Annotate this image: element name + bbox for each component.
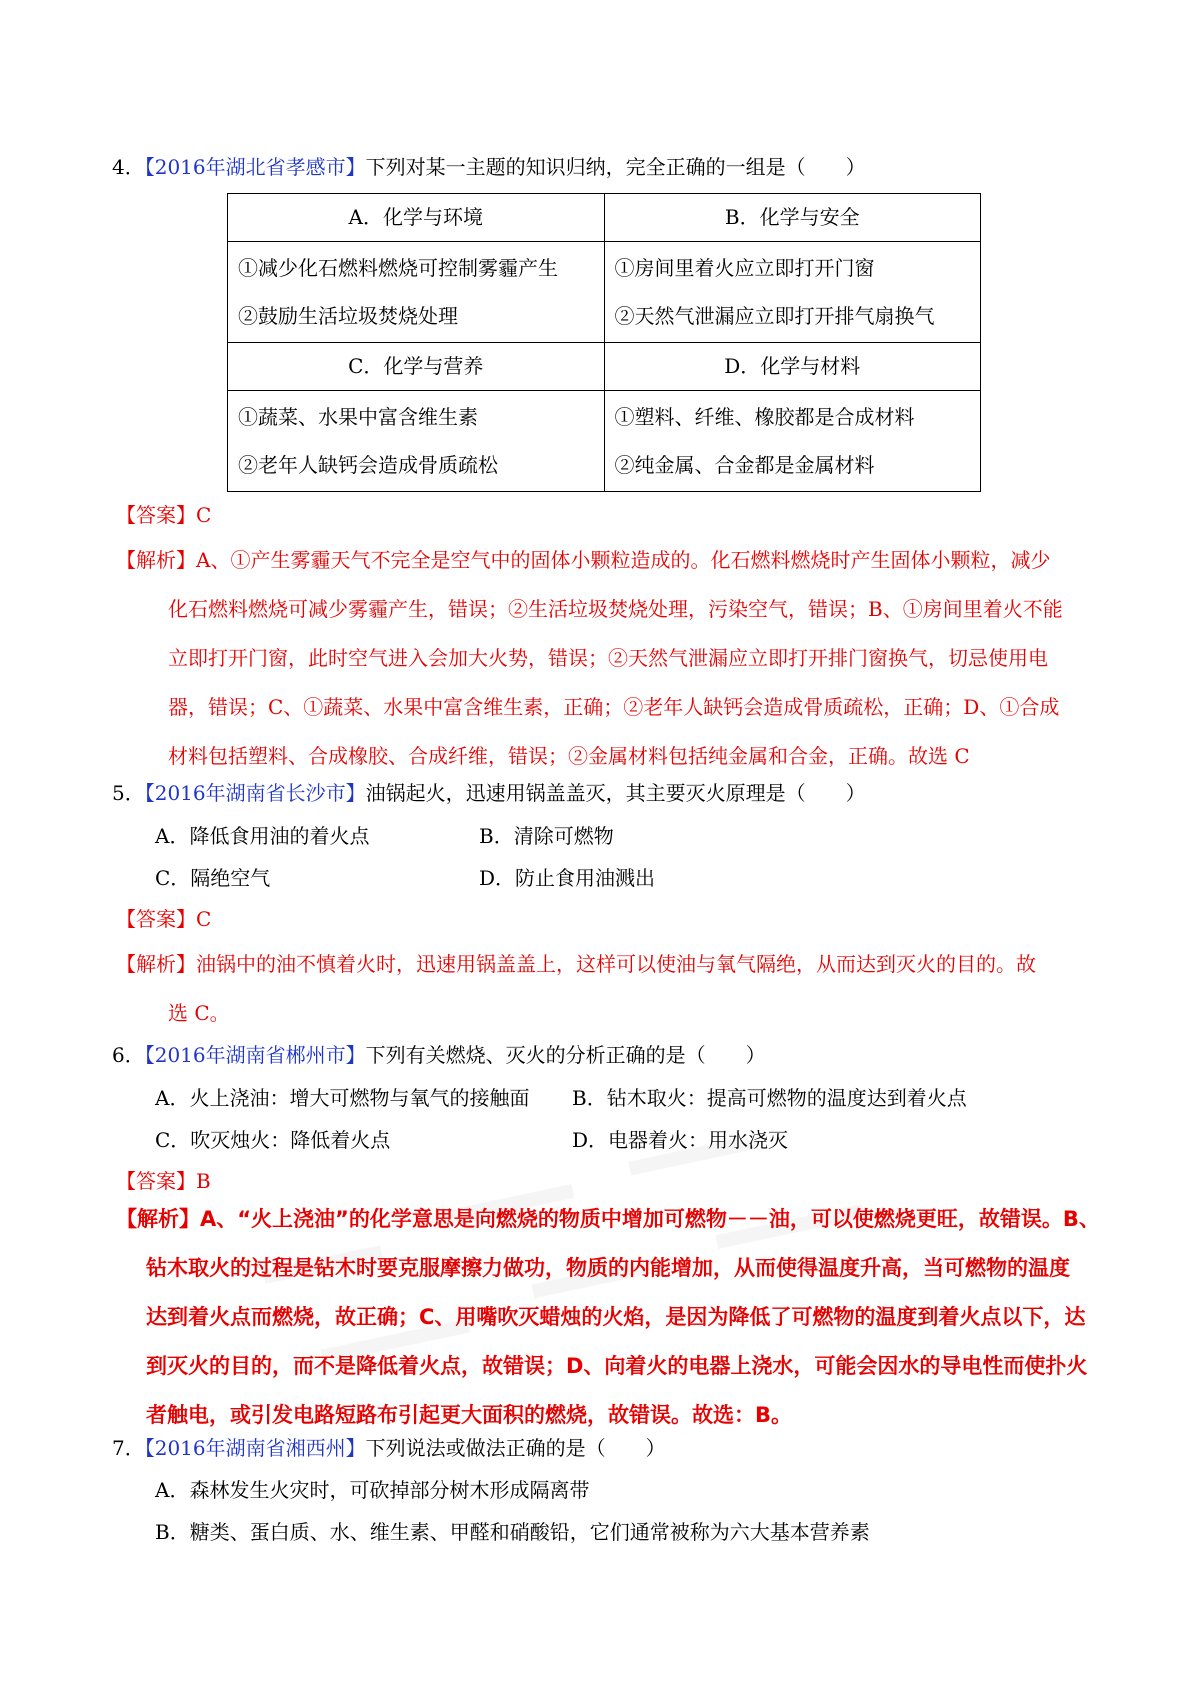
table-item: ①房间里着火应立即打开门窗 [614,256,875,280]
explanation-line: 材料包括塑料、合成橡胶、合成纤维，错误；②金属材料包括纯金属和合金，正确。故选 C [168,744,970,768]
option-a: A．降低食用油的着火点 [155,824,370,848]
table-cell-b-head: B．化学与安全 [604,194,981,242]
explanation-block [116,940,1116,1038]
explanation-line: 钻木取火的过程是钻木时要克服摩擦力做功，物质的内能增加，从而使得温度升高，当可燃物的温度 [146,1256,1070,1280]
question-source: 【2016年湖北省孝感市】 [144,155,366,179]
question-7-stem [112,1435,666,1461]
question-source: 【2016年湖南省郴州市】 [144,1043,366,1067]
explanation-line: 立即打开门窗，此时空气进入会加大火势，错误；②天然气泄漏应立即打开排门窗换气，切忌使用电 [168,646,1048,670]
question-4-stem [112,154,866,180]
explanation-block [116,536,1116,781]
question-source: 【2016年湖南省长沙市】 [144,781,366,805]
table-cell-b-body [604,242,981,343]
question-source: 【2016年湖南省湘西州】 [144,1436,366,1460]
table-item: ①蔬菜、水果中富含维生素 [238,405,478,429]
answer-line [116,1168,211,1194]
explanation-line: 选 C。 [168,1001,230,1025]
question-text: 下列说法或做法正确的是（ ） [365,1436,666,1460]
table-cell-d-body [604,391,981,492]
table-cell-a-head: A．化学与环境 [228,194,605,242]
answer-tag: 【答案】 [116,907,196,931]
question-text: 下列对某一主题的知识归纳，完全正确的一组是（ ） [365,155,866,179]
answer-value: B [196,1169,211,1193]
answer-tag: 【答案】 [116,1169,196,1193]
option-b: B．钻木取火：提高可燃物的温度达到着火点 [572,1086,967,1110]
explanation-line: A、①产生雾霾天气不完全是空气中的固体小颗粒造成的。化石燃料燃烧时产生固体小颗粒，减少 [196,548,1051,572]
question-text: 下列有关燃烧、灭火的分析正确的是（ ） [365,1043,766,1067]
table-cell-d-head: D．化学与材料 [604,343,981,391]
answer-value: C [196,907,212,931]
option-d: D．防止食用油溅出 [479,866,656,890]
question-6-stem [112,1042,766,1068]
option-d: D．电器着火：用水浇灭 [572,1128,789,1152]
question-number: 4． [112,155,145,179]
explanation-line: 达到着火点而燃烧，故正确；C、用嘴吹灭蜡烛的火焰，是因为降低了可燃物的温度到着火点以下，达 [146,1305,1086,1329]
explanation-tag: 【解析】 [116,952,196,976]
table-item: ①减少化石燃料燃烧可控制雾霾产生 [238,256,558,280]
question-number: 7． [112,1436,145,1460]
table-cell-c-body [228,391,605,492]
option-b: B．糖类、蛋白质、水、维生素、甲醛和硝酸铅，它们通常被称为六大基本营养素 [155,1520,870,1544]
knowledge-table [227,193,981,492]
explanation-line: 者触电，或引发电路短路布引起更大面积的燃烧，故错误。故选：B。 [146,1403,793,1427]
table-item: ②纯金属、合金都是金属材料 [614,453,875,477]
question-number: 6． [112,1043,145,1067]
answer-line [116,502,211,528]
answer-line [116,906,211,932]
table-cell-a-body [228,242,605,343]
table-item: ②老年人缺钙会造成骨质疏松 [238,453,498,477]
table-cell-c-head: C．化学与营养 [228,343,605,391]
answer-tag: 【答案】 [116,503,196,527]
explanation-line: 器，错误；C、①蔬菜、水果中富含维生素，正确；②老年人缺钙会造成骨质疏松，正确；D、①合成 [168,695,1060,719]
question-text: 油锅起火，迅速用锅盖盖灭，其主要灭火原理是（ ） [365,781,866,805]
explanation-line: 化石燃料燃烧可减少雾霾产生，错误；②生活垃圾焚烧处理，污染空气，错误；B、①房间里着火不能 [168,597,1063,621]
table-item: ②鼓励生活垃圾焚烧处理 [238,304,458,328]
option-c: C．隔绝空气 [155,866,271,890]
explanation-line: 油锅中的油不慎着火时，迅速用锅盖盖上，这样可以使油与氧气隔绝，从而达到灭火的目的。故 [196,952,1036,976]
option-c: C．吹灭烛火：降低着火点 [155,1128,391,1152]
question-number: 5． [112,781,145,805]
explanation-line: A、“火上浇油”的化学意思是向燃烧的物质中增加可燃物－－油，可以使燃烧更旺，故错误。B、 [200,1207,1100,1231]
explanation-line: 到灭火的目的，而不是降低着火点，故错误；D、向着火的电器上浇水，可能会因水的导电性而使扑火 [146,1354,1088,1378]
answer-value: C [196,503,212,527]
explanation-tag: 【解析】 [116,1207,200,1231]
table-item: ②天然气泄漏应立即打开排气扇换气 [614,304,935,328]
question-5-stem [112,780,866,806]
explanation-tag: 【解析】 [116,548,196,572]
option-a: A．森林发生火灾时，可砍掉部分树木形成隔离带 [155,1478,590,1502]
explanation-block [116,1195,1116,1440]
option-b: B．清除可燃物 [479,824,614,848]
option-a: A．火上浇油：增大可燃物与氧气的接触面 [155,1086,530,1110]
table-item: ①塑料、纤维、橡胶都是合成材料 [614,405,915,429]
